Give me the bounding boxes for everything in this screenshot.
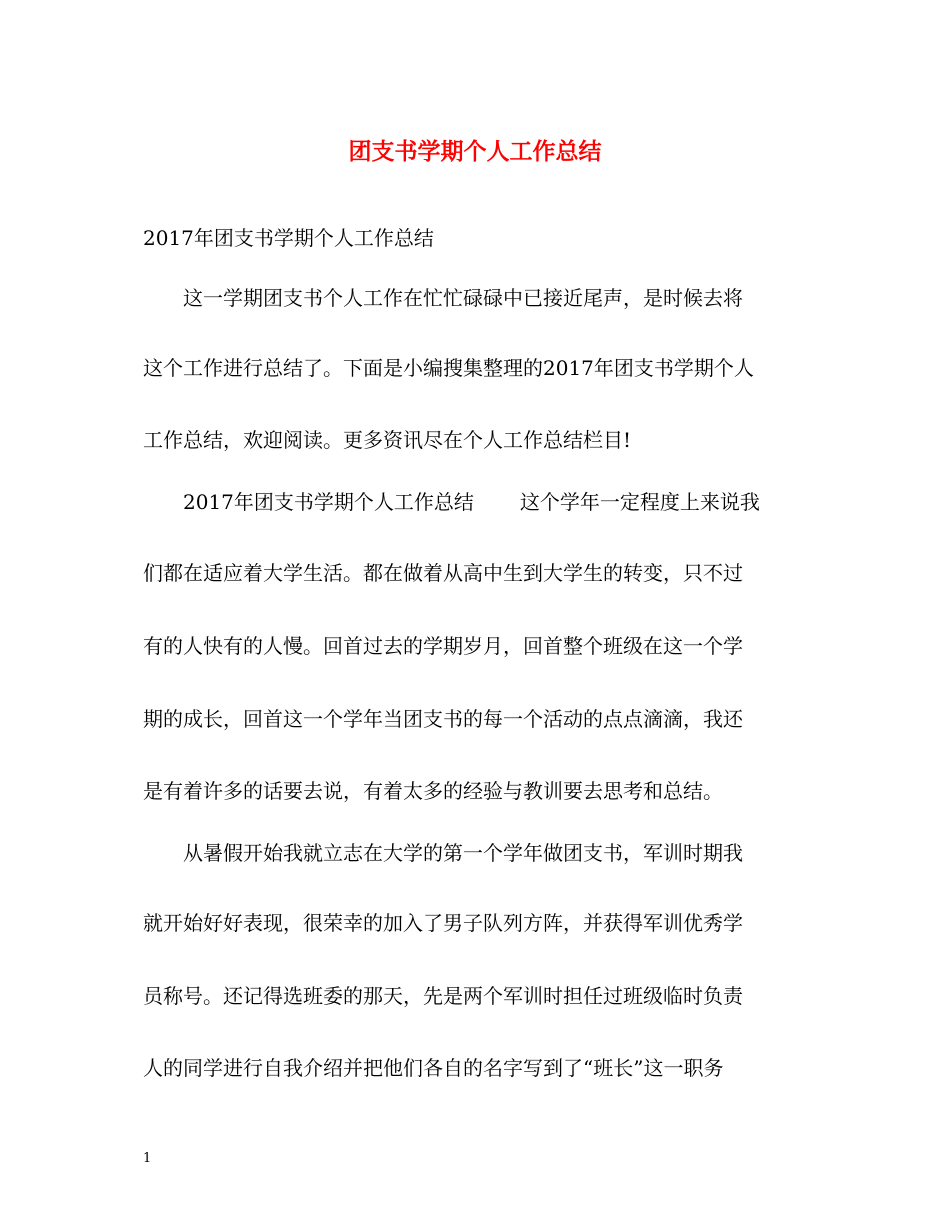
document-subtitle: 2017年团支书学期个人工作总结	[143, 226, 434, 250]
paragraph-line: 这一学期团支书个人工作在忙忙碌碌中已接近尾声，是时候去将	[183, 286, 743, 310]
inline-heading: 2017年团支书学期个人工作总结	[183, 490, 474, 514]
paragraph-line: 有的人快有的人慢。回首过去的学期岁月，回首整个班级在这一个学	[143, 634, 743, 658]
paragraph-line	[183, 487, 760, 517]
paragraph-line: 工作总结，欢迎阅读。更多资讯尽在个人工作总结栏目!	[143, 428, 632, 452]
paragraph-line: 期的成长，回首这一个学年当团支书的每一个活动的点点滴滴，我还	[143, 707, 743, 731]
paragraph-line: 是有着许多的话要去说，有着太多的经验与教训要去思考和总结。	[143, 779, 723, 803]
paragraph-line: 员称号。还记得选班委的那天，先是两个军训时担任过班级临时负责	[143, 984, 743, 1008]
paragraph-line: 们都在适应着大学生活。都在做着从高中生到大学生的转变，只不过	[143, 561, 743, 585]
paragraph-line: 人的同学进行自我介绍并把他们各自的名字写到了“班长”这一职务	[143, 1056, 724, 1080]
paragraph-line: 就开始好好表现，很荣幸的加入了男子队列方阵，并获得军训优秀学	[143, 911, 743, 935]
paragraph-text: 这个学年一定程度上来说我	[519, 490, 760, 514]
page-number: 1	[143, 1151, 152, 1166]
paragraph-line: 这个工作进行总结了。下面是小编搜集整理的2017年团支书学期个人	[143, 356, 754, 380]
document-title: 团支书学期个人工作总结	[348, 138, 602, 165]
paragraph-line: 从暑假开始我就立志在大学的第一个学年做团支书，军训时期我	[183, 841, 743, 865]
